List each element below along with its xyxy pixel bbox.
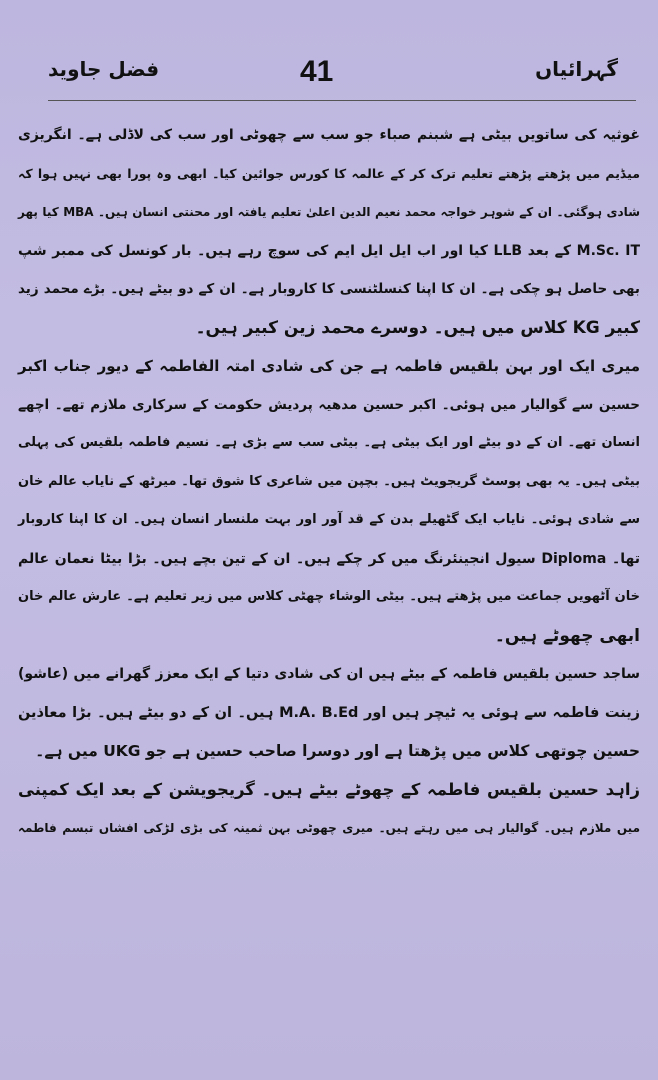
text-line: انسان تھے۔ ان کے دو بیٹے اور ایک بیٹی ہے۔ بیٹی سب سے بڑی ہے۔ نسیم فاطمہ بلقیس کی پہلی [18,435,640,450]
text-line: M.Sc. IT کے بعد LLB کیا اور اب ایل ایل ایم کی سوچ رہے ہیں۔ بار کونسل کی ممبر شپ [18,242,641,259]
body-text [14,116,648,848]
header-divider [48,100,636,101]
text-line: تھا۔ Diploma سیول انجینئرنگ میں کر چکے ہیں۔ ان کے تین بچے ہیں۔ بڑا بیٹا نعمان عالم [18,550,640,567]
text-line: بھی حاصل ہو چکی ہے۔ ان کا اپنا کنسلٹنسی کا کاروبار ہے۔ ان کے دو بیٹے ہیں۔ بڑے محمد زید [18,281,640,297]
text-line: خان آٹھویں جماعت میں پڑھتے ہیں۔ بیٹی الوشاء چھٹی کلاس میں زیر تعلیم ہے۔ عارش عالم خان [18,589,640,604]
text-line: بیٹی ہیں۔ یہ بھی پوسٹ گریجویٹ ہیں۔ بچپن میں شاعری کا شوق تھا۔ میرٹھ کے نایاب عالم خان [18,473,640,489]
text-line: حسین چوتھی کلاس میں پڑھتا ہے اور دوسرا صاحب حسین ہے جو UKG میں ہے۔ [35,742,640,760]
text-line: زاہد حسین بلقیس فاطمہ کے چھوٹے بیٹے ہیں۔ گریجویشن کے بعد ایک کمپنی [18,779,640,799]
text-line: سے شادی ہوئی۔ نایاب ایک گٹھیلے بدن کے قد آور اور بہت ملنسار انسان ہیں۔ ان کا اپنا کاروبار [18,512,640,527]
page-header [0,55,658,99]
text-line: میں ملازم ہیں۔ گوالیار ہی میں رہتے ہیں۔ میری چھوٹی بہن ثمینہ کی بڑی لڑکی افشاں تبسم فاطمہ [18,821,640,835]
text-line: ساجد حسین بلقیس فاطمہ کے بیٹے ہیں ان کی شادی دتیا کے ایک معزز گھرانے میں (عاشو) [18,666,640,682]
text-line: کبیر KG کلاس میں ہیں۔ دوسرے محمد زین کبیر ہیں۔ [195,317,640,338]
text-line: شادی ہوگئی۔ ان کے شوہر خواجہ محمد نعیم الدین اعلیٰ تعلیم یافتہ اور محنتی انسان ہیں۔ MBA کیا پھر [18,205,640,219]
text-line: حسین سے گوالیار میں ہوئی۔ اکبر حسین مدھیہ پردیش حکومت کے سرکاری ملازم تھے۔ اچھے [18,396,640,413]
book-title: گہرائیاں [535,57,618,81]
text-line: میری ایک اور بہن بلقیس فاطمہ ہے جن کی شادی امتہ الفاطمہ کے دیور جناب اکبر [18,357,640,375]
text-line: ابھی چھوٹے ہیں۔ [494,625,640,646]
page-number: 41 [300,55,334,88]
text-line: میڈیم میں پڑھتے پڑھتے تعلیم ترک کر کے عالمہ کا کورس جوائین کیا۔ ابھی وہ پورا بھی نہیں ہوا کہ [18,165,640,181]
author-name: فضل جاوید [48,57,160,81]
text-line: زینت فاطمہ سے ہوئی یہ ٹیچر ہیں اور M.A. B.Ed ہیں۔ ان کے دو بیٹے ہیں۔ بڑا معاذین [18,704,640,721]
text-line: غوثیہ کی ساتویں بیٹی ہے شبنم صباء جو سب سے چھوٹی اور سب کی لاڈلی ہے۔ انگریزی [18,127,640,143]
